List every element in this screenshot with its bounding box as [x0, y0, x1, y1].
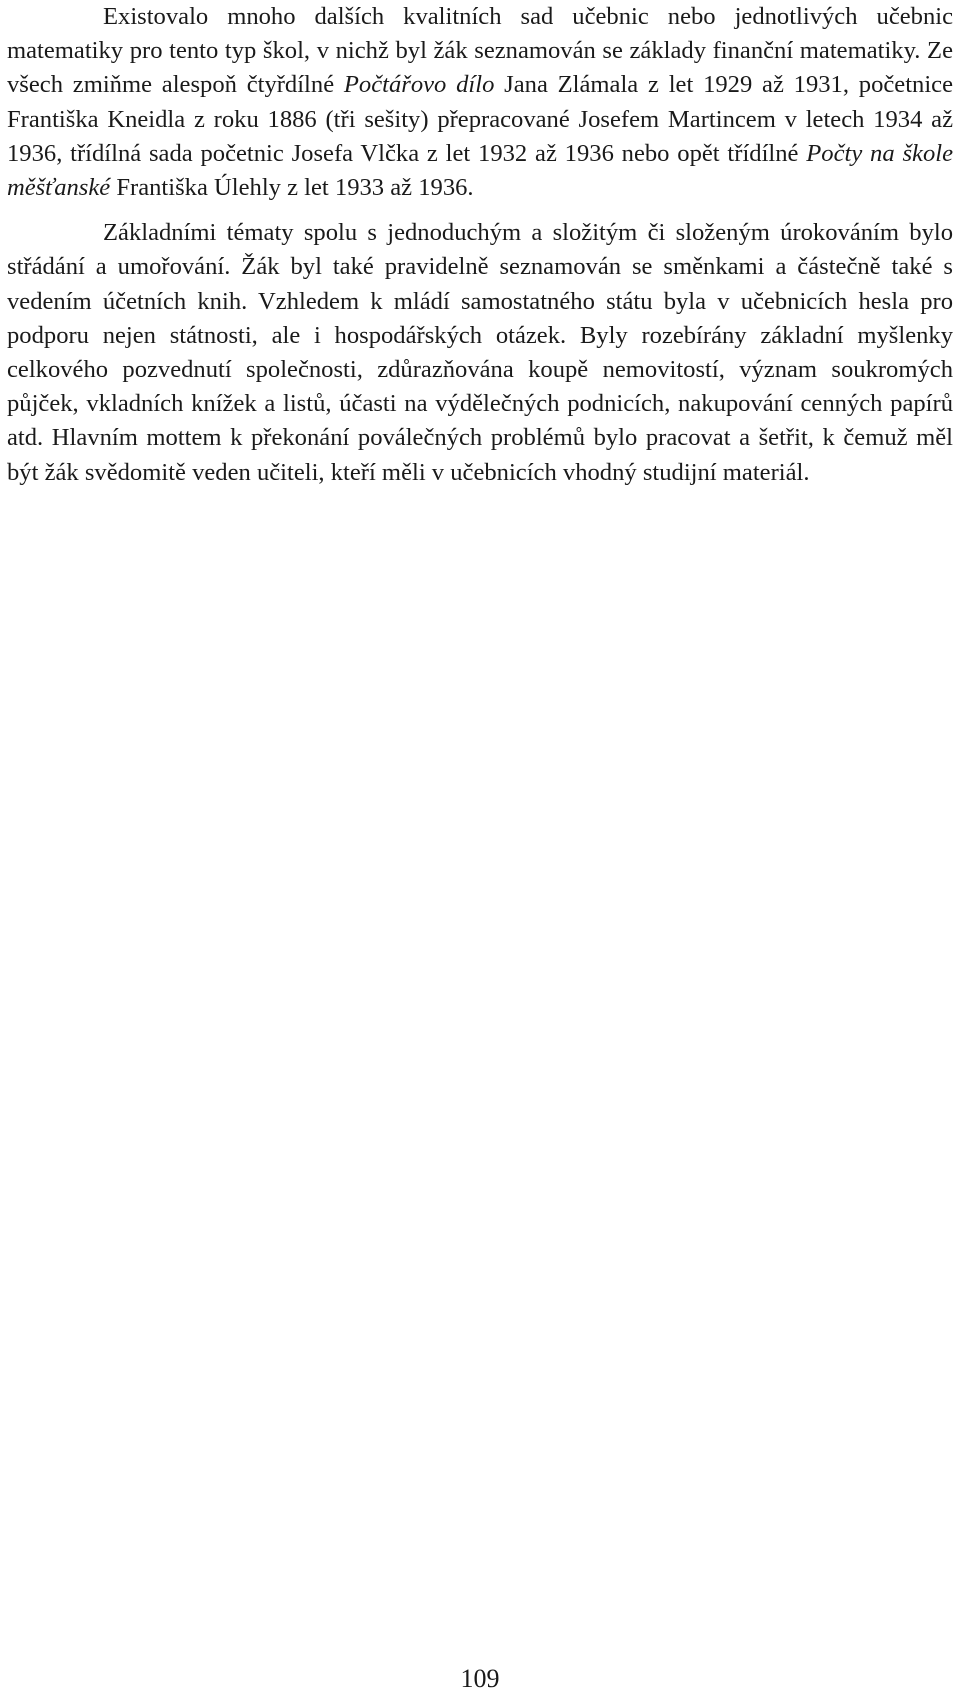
paragraph-1-run-1: Existovalo mnoho dalších kvalitních sad učebnic nebo jednotlivých učebnic matematiky pro tento typ škol, v nichž byl žák seznamován se základy finanční matematiky. Ze všech zmiňme alespoň čtyřdílné [7, 3, 953, 99]
book-title-pocty-na-skole-mestanske: Počty na škole měšťanské [7, 139, 953, 202]
book-title-pocatarovo-dilo: Počtářovo dílo [343, 71, 495, 99]
paragraph-1 [7, 0, 953, 205]
paragraph-2-run-1: Základními tématy spolu s jednoduchým a složitým či složeným úrokováním bylo střádání a umořování. Žák byl také pravidelně seznamován se směnkami a částečně také s vedením účetních knih. Vzhledem k mládí samostatného státu byla v učebnicích hesla pro podporu nejen státnosti, ale i hospodářských otázek. Byly rozebírány základní myšlenky celkového pozvednutí společnosti, zdůrazňována koupě nemovitostí, význam soukromých půjček, vkladních knížek a listů, účasti na výdělečných podnicích, nakupování cenných papírů atd. Hlavním mottem k překonání poválečných problémů bylo pracovat a šetřit, k čemuž měl být žák svědomitě veden učiteli, kteří měli v učebnicích vhodný studijní materiál. [7, 219, 953, 486]
paragraph-2 [7, 216, 953, 490]
body-text [7, 0, 953, 490]
page-number: 109 [460, 1664, 500, 1693]
paragraph-1-run-3: Jana Zlámala z let 1929 až 1931, početnice Františka Kneidla z roku 1886 (tři sešity) přepracované Josefem Martincem v letech 1934 až 1936, třídílná sada početnic Josefa Vlčka z let 1932 až 1936 nebo opět třídílné [7, 71, 953, 167]
paragraph-1-run-5: Františka Úlehly z let 1933 až 1936. [110, 174, 474, 202]
